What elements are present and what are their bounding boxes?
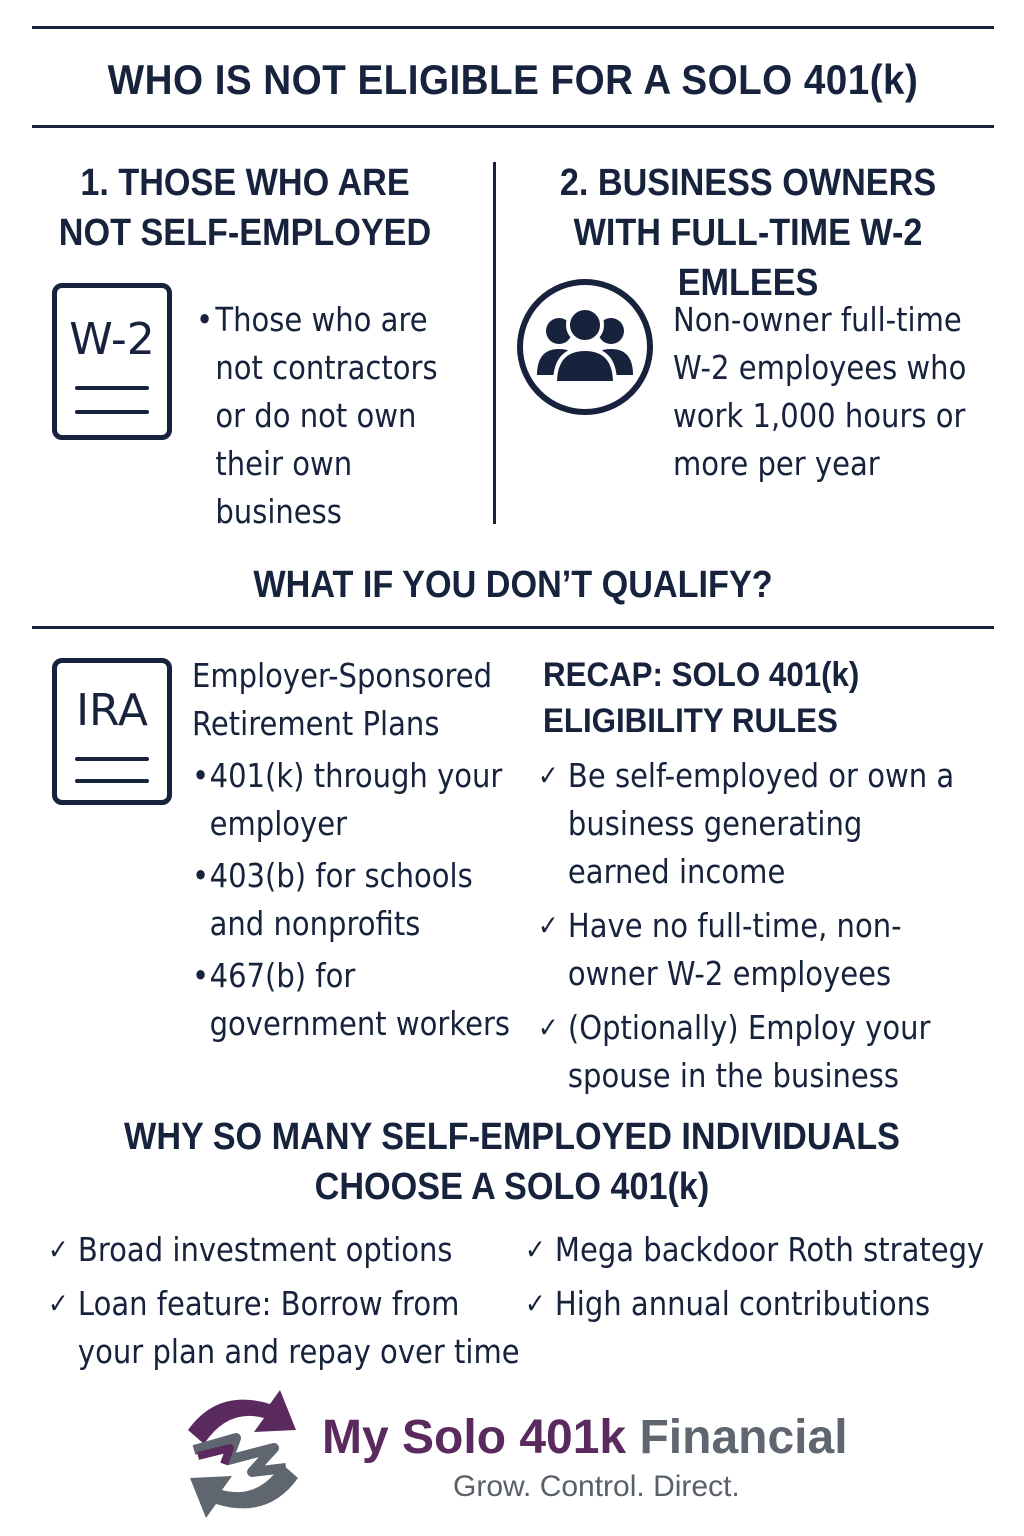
why-right-list <box>525 1226 1018 1328</box>
recap-list <box>538 752 969 1100</box>
title-rule <box>32 125 994 128</box>
list-item: ✓ Mega backdoor Roth strategy <box>525 1226 1018 1274</box>
qualify-list <box>192 752 526 1048</box>
check-icon: ✓ <box>48 1233 69 1266</box>
why-right <box>525 1226 1018 1328</box>
section1-heading <box>34 158 457 258</box>
why-heading-line2: CHOOSE A SOLO 401(k) <box>314 1166 710 1208</box>
section1-bullet <box>196 296 451 536</box>
qualify-rule <box>32 626 994 629</box>
brand-name-part2: Financial <box>639 1411 848 1464</box>
check-icon: ✓ <box>525 1233 546 1266</box>
ira-document-icon <box>52 658 172 805</box>
why-heading <box>51 1112 973 1212</box>
qualify-heading: WHAT IF YOU DON’T QUALIFY? <box>253 564 773 606</box>
bullet-dot: • <box>196 300 214 339</box>
recap-block <box>538 752 969 1100</box>
top-rule <box>32 26 994 29</box>
list-item: ✓ High annual contributions <box>525 1280 1018 1328</box>
qualify-block <box>192 652 526 1048</box>
list-item: • 467(b) for government workers <box>192 956 511 1043</box>
check-icon: ✓ <box>525 1287 546 1320</box>
brand-logo-icon <box>178 1390 308 1518</box>
check-icon: ✓ <box>538 909 559 942</box>
section1-heading-line1: 1. THOSE WHO ARE <box>80 162 410 204</box>
check-icon: ✓ <box>538 759 559 792</box>
list-item: ✓ (Optionally) Employ your spouse in the business <box>538 1004 969 1100</box>
qualify-intro-line1: Employer-Sponsored <box>192 656 493 695</box>
section2-text: Non-owner full-time W-2 employees who work 1,000 hours or more per year <box>673 300 967 483</box>
list-item: • 403(b) for schools and nonprofits <box>192 856 473 943</box>
ira-icon-label: IRA <box>76 685 148 736</box>
list-item: • 401(k) through your employer <box>192 756 503 843</box>
why-heading-line1: WHY SO MANY SELF-EMPLOYED INDIVIDUALS <box>124 1116 900 1158</box>
qualify-intro-line2: Retirement Plans <box>192 704 440 743</box>
w2-document-icon <box>52 283 172 440</box>
section1-heading-line2: NOT SELF-EMPLOYED <box>58 212 432 254</box>
why-left-list <box>48 1226 523 1376</box>
list-item: ✓ Have no full-time, non-owner W-2 employees <box>538 902 969 998</box>
recap-heading-line2: ELIGIBILITY RULES <box>543 702 838 740</box>
brand-name <box>322 1410 848 1465</box>
why-left <box>48 1226 523 1376</box>
list-item: ✓ Broad investment options <box>48 1226 523 1274</box>
people-group-icon <box>515 277 655 417</box>
column-divider <box>493 162 496 524</box>
check-icon: ✓ <box>48 1287 69 1320</box>
section2-heading-line1: 2. BUSINESS OWNERS <box>559 162 937 204</box>
list-item: ✓ Loan feature: Borrow from your plan and repay over time <box>48 1280 523 1376</box>
list-item: ✓ Be self-employed or own a business generating earned income <box>538 752 969 896</box>
brand-tagline: Grow. Control. Direct. <box>453 1470 740 1503</box>
recap-heading <box>543 652 966 744</box>
recap-heading-line1: RECAP: SOLO 401(k) <box>543 656 860 694</box>
section1-bullet-text: Those who are not contractors or do not own their own business <box>215 300 438 531</box>
check-icon: ✓ <box>538 1011 559 1044</box>
w2-icon-label: W-2 <box>69 314 155 365</box>
section2-heading-line2: WITH FULL-TIME W-2 EMLEES <box>573 212 923 304</box>
page-title: WHO IS NOT ELIGIBLE FOR A SOLO 401(k) <box>107 56 919 103</box>
brand-name-part1: My Solo 401k <box>322 1411 627 1464</box>
